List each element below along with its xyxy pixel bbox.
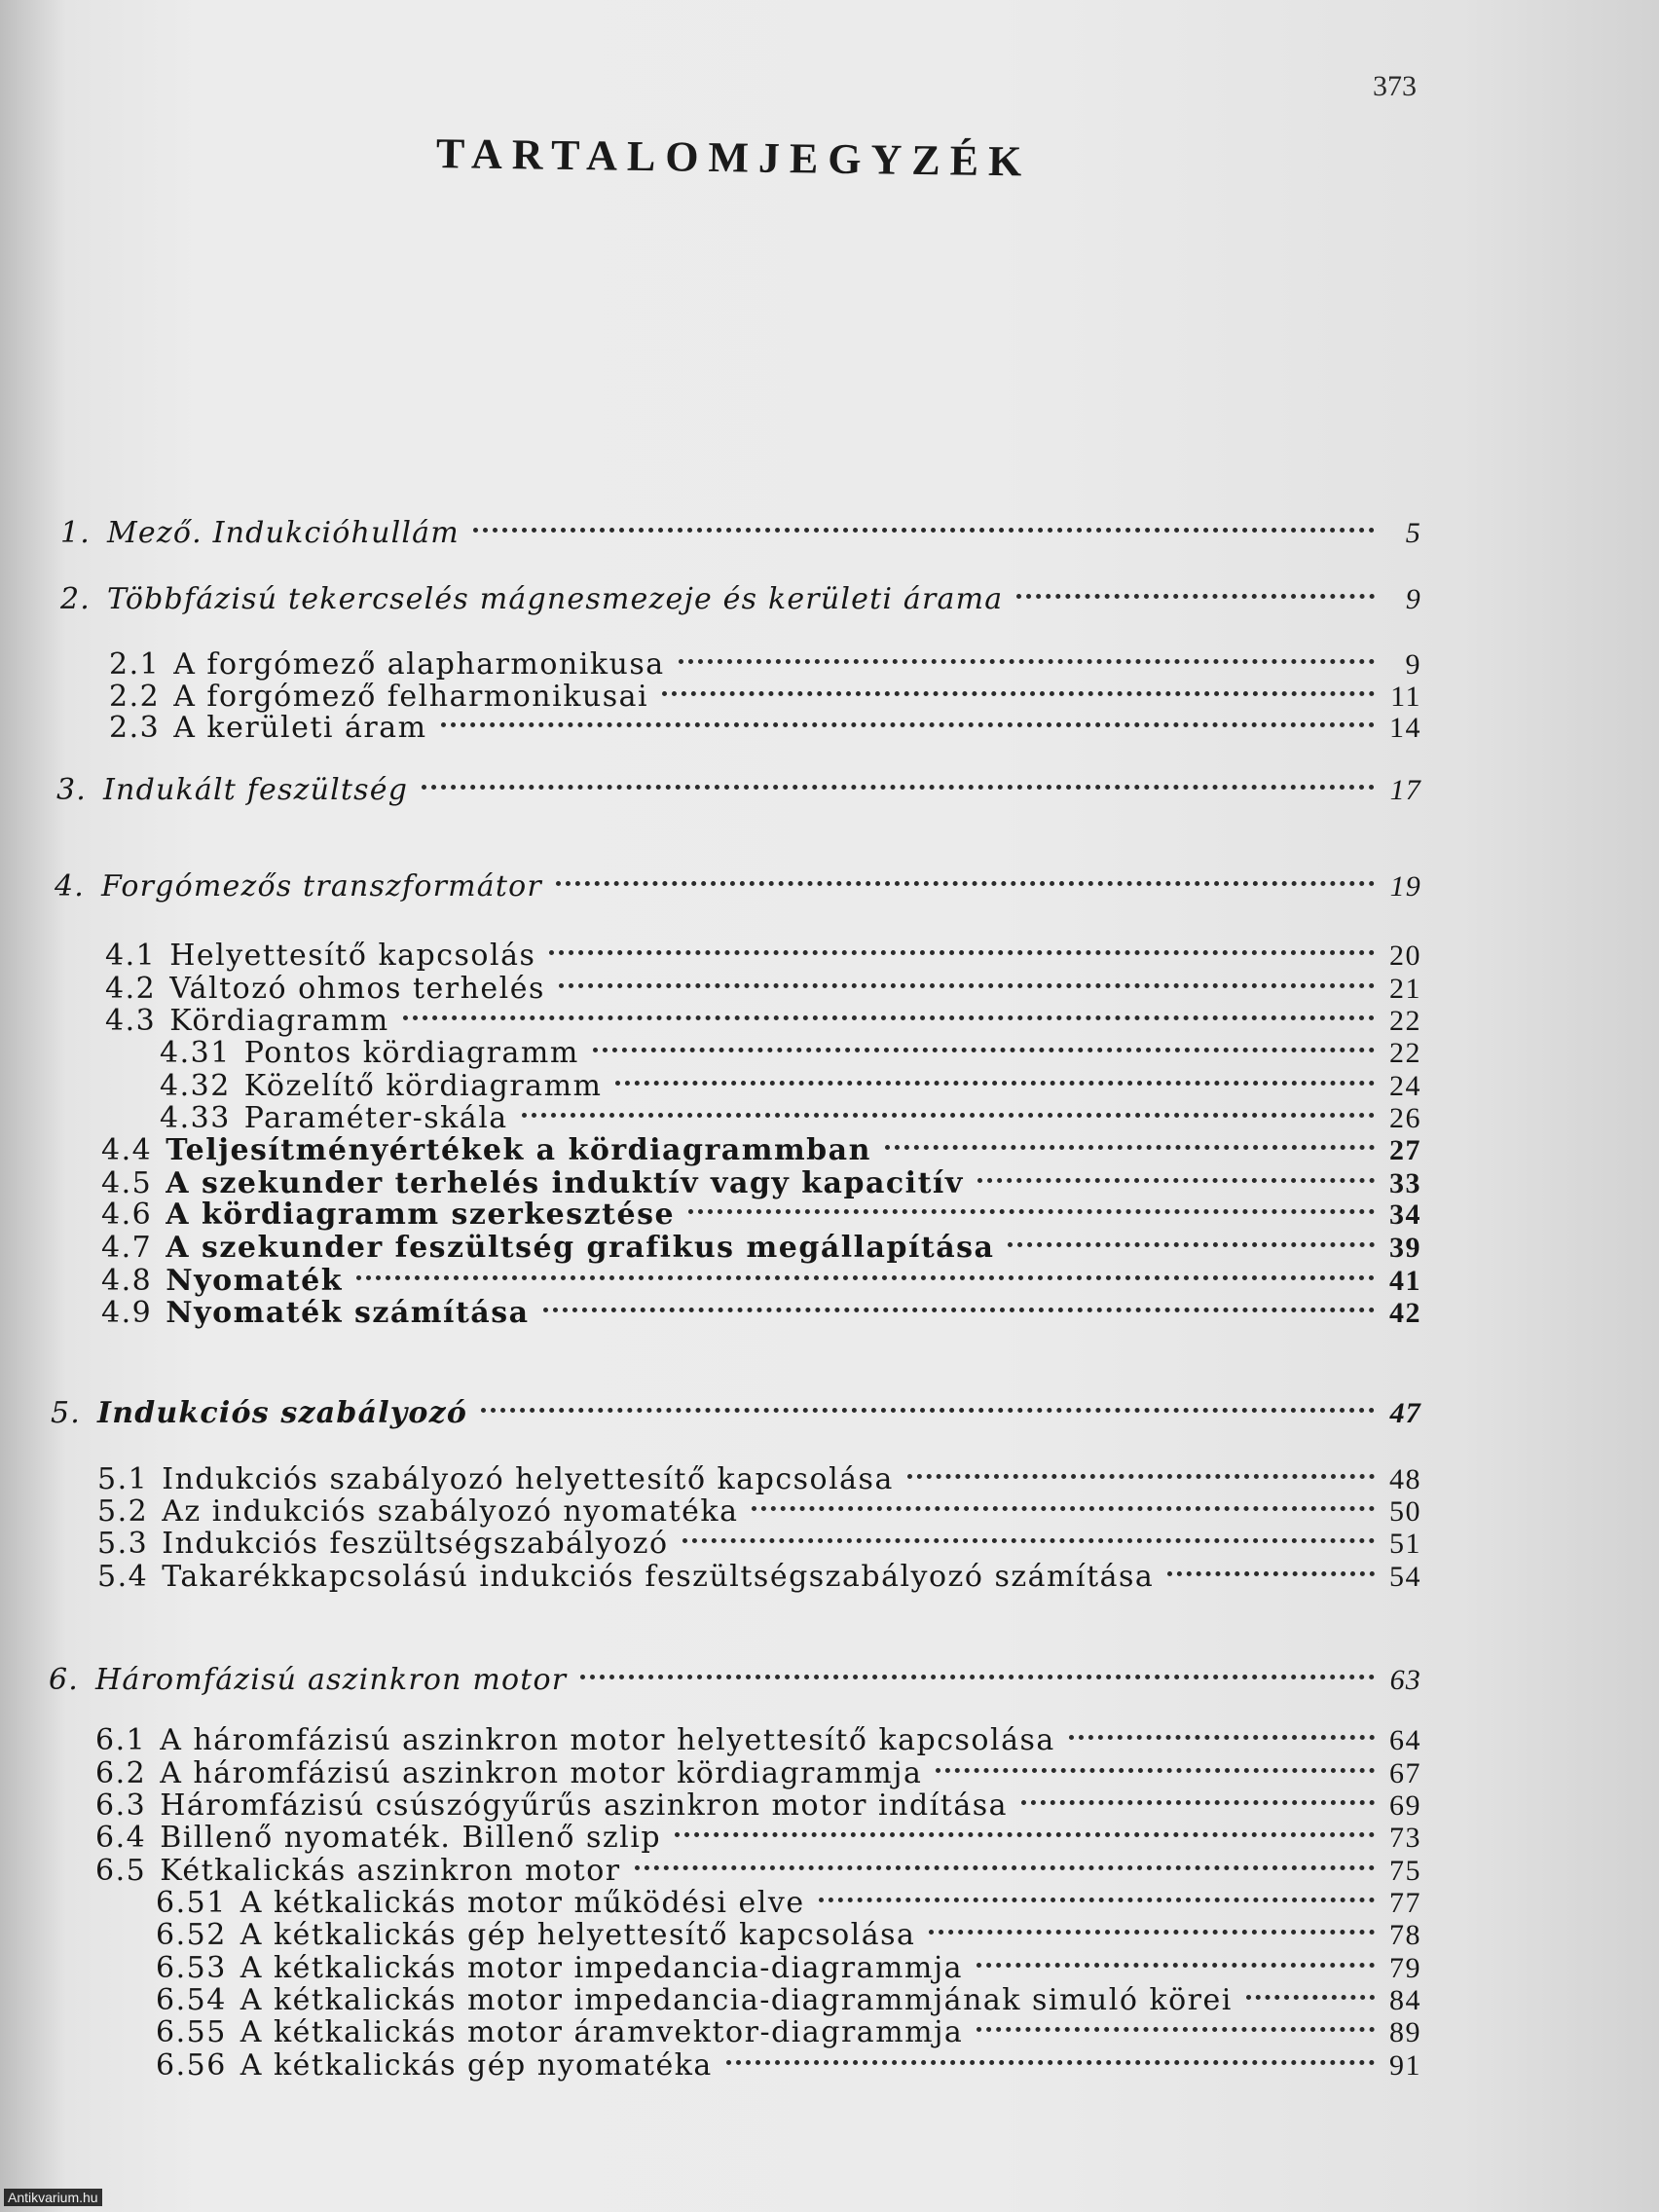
dot-leader — [635, 1836, 1375, 1870]
toc-entry-page: 24 — [1389, 1070, 1421, 1102]
dot-leader — [977, 1934, 1375, 1968]
toc-entry-number: 6.4 — [95, 1821, 147, 1855]
toc-entry-number: 6.1 — [95, 1723, 147, 1757]
dot-leader — [1246, 1966, 1375, 2000]
toc-entry-title: Indukált feszültség — [103, 773, 409, 807]
toc-entry-page: 9 — [1405, 583, 1421, 615]
page-number: 373 — [1373, 70, 1417, 102]
toc-entry-page: 73 — [1389, 1822, 1421, 1854]
toc-entry-number: 4.32 — [160, 1069, 231, 1103]
toc-entry-number: 6.5 — [95, 1854, 147, 1888]
dot-leader — [1167, 1542, 1375, 1576]
dot-leader — [356, 1246, 1375, 1280]
toc-entry-title: Kördiagramm — [169, 1004, 389, 1038]
toc-entry — [51, 1388, 1421, 1430]
toc-entry — [49, 1655, 1421, 1697]
page-title: TARTALOMJEGYZÉK — [435, 129, 1032, 186]
toc-entry-title: A kétkalickás gép helyettesítő kapcsolása — [240, 1918, 916, 1952]
toc-entry-page: 39 — [1389, 1232, 1421, 1264]
dot-leader — [688, 1180, 1375, 1214]
toc-entry-title: Nyomaték — [166, 1264, 343, 1298]
toc-entry-number: 6.54 — [156, 1983, 227, 2017]
toc-entry-page: 21 — [1389, 973, 1421, 1005]
toc-entry-title: Forgómezős transzformátor — [101, 869, 542, 903]
dot-leader — [481, 1379, 1375, 1413]
toc-entry-title: Háromfázisú csúszógyűrűs aszinkron motor indítása — [160, 1788, 1008, 1823]
toc-entry-page: 78 — [1389, 1919, 1421, 1951]
toc-entry-number: 5.1 — [97, 1462, 149, 1496]
toc-entry-page: 5 — [1405, 517, 1421, 549]
toc-entry-number: 4.31 — [160, 1036, 231, 1070]
toc-entry-page: 54 — [1389, 1561, 1421, 1593]
toc-entry-number: 2.2 — [109, 680, 161, 714]
toc-entry-number: 4.3 — [105, 1004, 157, 1038]
dot-leader — [679, 630, 1375, 664]
toc-entry-number: 5.2 — [97, 1494, 149, 1529]
toc-entry-page: 20 — [1389, 940, 1421, 972]
toc-entry-number: 1. — [60, 516, 92, 550]
toc-entry-page: 11 — [1390, 681, 1421, 713]
toc-entry-title: A szekunder feszültség grafikus megállapítása — [166, 1231, 995, 1265]
toc-entry — [156, 2041, 1421, 2083]
toc-entry-page: 41 — [1389, 1265, 1421, 1297]
toc-entry-number: 2.3 — [109, 711, 161, 745]
toc-entry-number: 6.55 — [156, 2015, 227, 2049]
toc-entry-number: 4.1 — [105, 939, 157, 973]
toc-entry-number: 4. — [55, 869, 86, 903]
dot-leader — [473, 498, 1375, 533]
toc-entry-title: Változó ohmos terhelés — [169, 972, 545, 1006]
toc-entry-page: 17 — [1389, 774, 1421, 806]
toc-entry-title: Mező. Indukcióhullám — [107, 516, 460, 550]
toc-entry-title: A kördiagramm szerkesztése — [166, 1198, 676, 1232]
toc-entry-title: A háromfázisú aszinkron motor helyettesítő kapcsolása — [160, 1723, 1055, 1757]
dot-leader — [543, 1278, 1375, 1312]
toc-entry-number: 6.3 — [95, 1788, 147, 1823]
toc-entry-number: 4.33 — [160, 1101, 231, 1135]
toc-entry-page: 64 — [1389, 1724, 1421, 1756]
toc-entry-page: 14 — [1389, 712, 1421, 744]
toc-entry-title: Teljesítményértékek a kördiagrammban — [166, 1133, 871, 1167]
toc-entry-number: 5.3 — [97, 1527, 149, 1561]
toc-entry-number: 5.4 — [97, 1560, 149, 1594]
dot-leader — [615, 1051, 1375, 1086]
toc-entry-number: 4.7 — [101, 1231, 153, 1265]
toc-entry-title: A szekunder terhelés induktív vagy kapacitív — [166, 1166, 964, 1200]
watermark: Antikvarium.hu — [4, 2189, 102, 2206]
dot-leader — [929, 1900, 1375, 1935]
toc-entry-title: Indukciós szabályozó helyettesítő kapcsolása — [162, 1462, 894, 1496]
toc-entry-title: Paraméter-skála — [243, 1101, 508, 1135]
toc-entry-title: Többfázisú tekercselés mágnesmezeje és kerületi árama — [107, 582, 1004, 616]
toc-entry-title: A kétkalickás gép nyomatéka — [240, 2048, 713, 2083]
toc-entry-page: 26 — [1389, 1102, 1421, 1134]
toc-entry — [60, 574, 1421, 616]
toc-entry-page: 22 — [1389, 1005, 1421, 1037]
toc-entry — [101, 1288, 1421, 1330]
dot-leader — [593, 1018, 1375, 1052]
toc-entry-number: 4.8 — [101, 1264, 153, 1298]
toc-entry-page: 9 — [1405, 648, 1421, 681]
toc-entry-title: Az indukciós szabályozó nyomatéka — [162, 1494, 739, 1529]
toc-entry — [97, 1552, 1421, 1594]
toc-entry-page: 63 — [1389, 1664, 1421, 1696]
toc-entry — [109, 703, 1421, 745]
toc-entry-number: 2.1 — [109, 647, 161, 682]
toc-entry-page: 91 — [1389, 2049, 1421, 2082]
toc-entry-title: A kétkalickás motor áramvektor-diagrammja — [240, 2015, 964, 2049]
toc-entry-page: 84 — [1389, 1984, 1421, 2016]
dot-leader — [1069, 1706, 1375, 1740]
toc-entry-number: 4.2 — [105, 972, 157, 1006]
dot-leader — [907, 1445, 1375, 1479]
toc-entry-number: 4.5 — [101, 1166, 153, 1200]
toc-entry-page: 89 — [1389, 2016, 1421, 2048]
toc-entry-title: A forgómező felharmonikusai — [173, 680, 649, 714]
toc-entry-number: 6.56 — [156, 2048, 227, 2083]
toc-entry-page: 69 — [1389, 1789, 1421, 1822]
dot-leader — [1008, 1213, 1375, 1247]
toc-entry-title: Közelítő kördiagramm — [243, 1069, 603, 1103]
toc-entry — [56, 765, 1421, 807]
dot-leader — [522, 1084, 1375, 1118]
toc-entry-title: Helyettesítő kapcsolás — [169, 939, 536, 973]
dot-leader — [977, 1998, 1375, 2032]
toc-entry-page: 22 — [1389, 1037, 1421, 1069]
toc-entry-title: A forgómező alapharmonikusa — [173, 647, 665, 682]
toc-entry — [60, 508, 1421, 550]
dot-leader — [580, 1645, 1375, 1679]
toc-entry-number: 6. — [49, 1663, 80, 1697]
toc-entry-title: A kerületi áram — [173, 711, 427, 745]
toc-entry-number: 4.6 — [101, 1198, 153, 1232]
dot-leader — [441, 693, 1375, 727]
toc-entry-number: 6.52 — [156, 1918, 227, 1952]
toc-entry-title: Pontos kördiagramm — [243, 1036, 579, 1070]
toc-entry-page: 47 — [1389, 1397, 1421, 1429]
dot-leader — [682, 1509, 1375, 1543]
toc-entry-page: 34 — [1389, 1198, 1421, 1231]
toc-entry-page: 27 — [1389, 1134, 1421, 1166]
toc-entry-title: A kétkalickás motor működési elve — [240, 1886, 805, 1920]
toc-entry-title: Indukciós szabályozó — [97, 1396, 468, 1430]
toc-entry-page: 50 — [1389, 1495, 1421, 1528]
toc-entry-page: 42 — [1389, 1297, 1421, 1329]
toc-entry-title: A kétkalickás motor impedancia-diagrammjának simuló körei — [240, 1983, 1233, 2017]
dot-leader — [662, 662, 1375, 696]
toc-entry-number: 6.51 — [156, 1886, 227, 1920]
toc-entry-title: Nyomaték számítása — [166, 1296, 530, 1330]
toc-entry-title: A háromfázisú aszinkron motor kördiagrammja — [160, 1756, 923, 1790]
dot-leader — [726, 2031, 1375, 2065]
dot-leader — [559, 954, 1375, 988]
dot-leader — [936, 1739, 1375, 1773]
dot-leader — [403, 986, 1375, 1020]
toc-entry-page: 48 — [1389, 1463, 1421, 1495]
toc-entry-page: 79 — [1389, 1952, 1421, 1984]
dot-leader — [556, 852, 1375, 886]
toc-entry-number: 6.53 — [156, 1951, 227, 1985]
toc-entry-page: 19 — [1389, 870, 1421, 903]
toc-entry-number: 4.4 — [101, 1133, 153, 1167]
toc-entry-page: 75 — [1389, 1855, 1421, 1887]
toc-entry-number: 5. — [51, 1396, 82, 1430]
dot-leader — [885, 1116, 1375, 1150]
toc-entry-title: Takarékkapcsolású indukciós feszültségszabályozó számítása — [162, 1560, 1155, 1594]
toc-entry-number: 6.2 — [95, 1756, 147, 1790]
toc-entry-number: 4.9 — [101, 1296, 153, 1330]
toc-entry-number: 2. — [60, 582, 92, 616]
toc-entry-title: Indukciós feszültségszabályozó — [162, 1527, 669, 1561]
dot-leader — [675, 1803, 1375, 1837]
dot-leader — [1016, 565, 1375, 599]
toc-entry-title: Háromfázisú aszinkron motor — [95, 1663, 568, 1697]
dot-leader — [549, 921, 1375, 955]
dot-leader — [819, 1868, 1375, 1902]
dot-leader — [977, 1149, 1375, 1183]
toc-entry-number: 3. — [56, 773, 88, 807]
toc-entry-page: 67 — [1389, 1757, 1421, 1789]
toc-entry-title: A kétkalickás motor impedancia-diagrammja — [240, 1951, 964, 1985]
dot-leader — [752, 1477, 1375, 1511]
toc-entry-page: 51 — [1389, 1528, 1421, 1560]
toc-entry-page: 77 — [1389, 1887, 1421, 1919]
toc-entry-title: Kétkalickás aszinkron motor — [160, 1854, 621, 1888]
toc-entry — [55, 862, 1421, 901]
toc-entry-page: 33 — [1389, 1167, 1421, 1199]
toc-entry-title: Billenő nyomaték. Billenő szlip — [160, 1821, 662, 1855]
dot-leader — [422, 756, 1375, 790]
dot-leader — [1021, 1771, 1375, 1805]
